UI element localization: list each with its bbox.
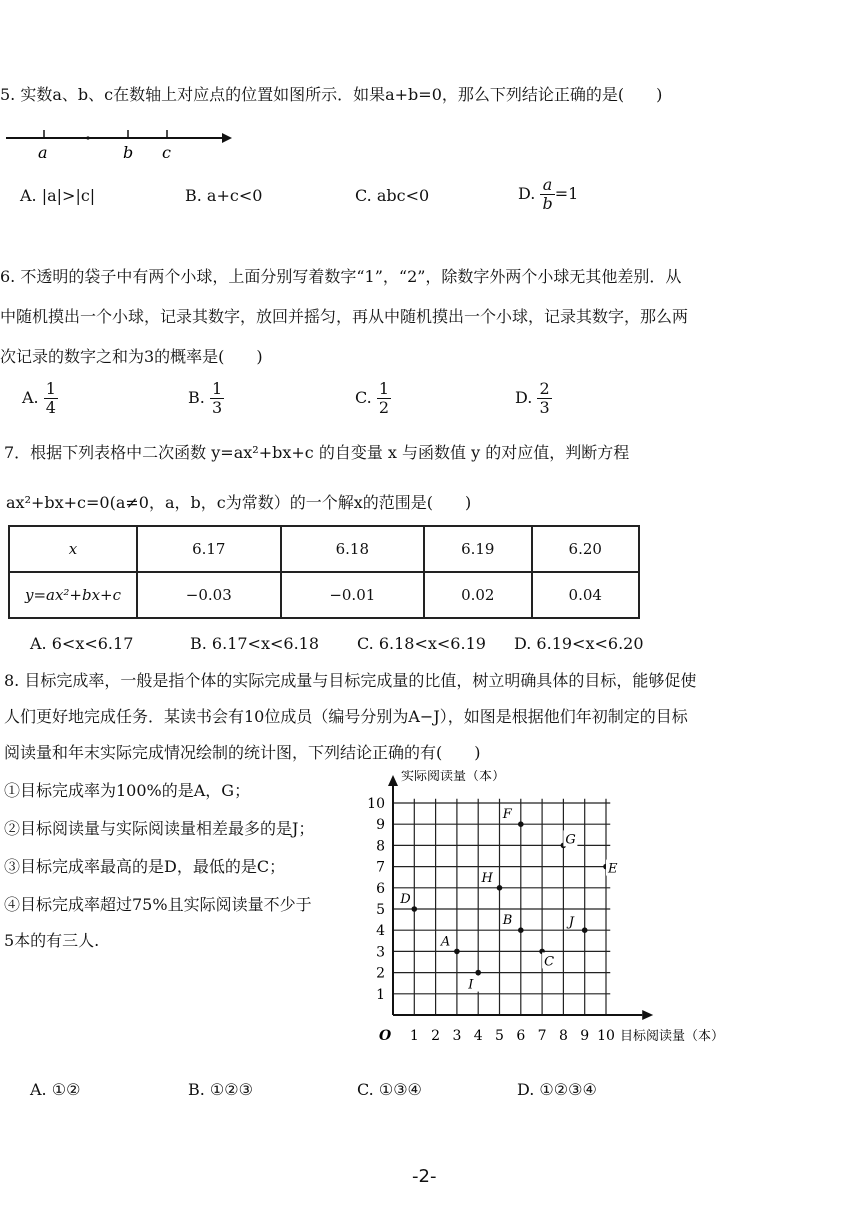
q5-option-b: B. a+c<0 xyxy=(185,186,263,205)
x-tick-label: 9 xyxy=(580,1028,590,1044)
y-tick-label: 1 xyxy=(376,986,385,1003)
q8-line3: 阅读量和年末实际完成情况绘制的统计图，下列结论正确的有( ) xyxy=(4,743,481,762)
point-label-h: H xyxy=(481,870,493,886)
q7-line2: ax²+bx+c=0(a≠0，a，b，c为常数）的一个解x的范围是( ) xyxy=(6,493,472,512)
chart-axes xyxy=(379,770,724,1044)
data-point-h xyxy=(497,885,503,891)
page-number: -2- xyxy=(412,1166,437,1187)
q6-option-c: C. $\frac{1}{2}$ xyxy=(355,379,390,417)
q8-statement-1: ①目标完成率为100%的是A，G； xyxy=(4,781,251,800)
q7-value-table xyxy=(8,525,640,619)
data-point-b xyxy=(518,927,524,933)
q5-option-d-label: D. xyxy=(518,184,536,203)
point-label-d: D xyxy=(400,892,411,907)
origin-label: O xyxy=(379,1028,392,1044)
y-tick-label: 10 xyxy=(367,796,385,812)
y-tick-label: 2 xyxy=(376,965,385,982)
q8-option-b: B. ①②③ xyxy=(188,1080,253,1099)
q6-line2: 中随机摸出一个小球，记录其数字，放回并摇匀，再从中随机摸出一个小球，记录其数字，那么两 xyxy=(0,307,689,326)
table-cell: 0.02 xyxy=(424,572,531,618)
data-point-i xyxy=(475,970,481,976)
chart-points xyxy=(398,805,620,992)
x-axis-arrow xyxy=(642,1010,653,1020)
point-label-e: E xyxy=(608,861,618,877)
y-tick-label: 8 xyxy=(376,838,385,855)
data-point-f xyxy=(518,821,524,827)
axis-label-a: a xyxy=(38,143,48,162)
q6-option-b: B. $\frac{1}{3}$ xyxy=(188,379,223,417)
point-label-i: I xyxy=(468,977,474,993)
data-point-d xyxy=(412,906,418,912)
axis-label-c: c xyxy=(162,143,171,162)
y-tick-label: 4 xyxy=(376,923,385,940)
table-cell: x xyxy=(9,526,137,572)
q7-option-d: D. 6.19<x<6.20 xyxy=(514,634,644,653)
point-label-b: B xyxy=(502,913,513,929)
x-tick-label: 7 xyxy=(537,1028,547,1044)
q8-option-a: A. ①② xyxy=(30,1080,81,1099)
x-tick-label: 10 xyxy=(597,1028,615,1044)
q7-line1: 7．根据下列表格中二次函数 y=ax²+bx+c 的自变量 x 与函数值 y 的对应值，判断方程 xyxy=(4,443,630,462)
y-tick-label: 3 xyxy=(376,944,385,961)
q7-option-a: A. 6<x<6.17 xyxy=(30,634,134,653)
point-label-g: G xyxy=(565,832,576,848)
q8-option-d: D. ①②③④ xyxy=(517,1080,597,1099)
q5-stem: 5. 实数a、b、c在数轴上对应点的位置如图所示．如果a+b=0，那么下列结论正确的是( ) xyxy=(0,85,663,104)
table-cell: 6.19 xyxy=(424,526,531,572)
q8-line1: 8. 目标完成率，一般是指个体的实际完成量与目标完成量的比值，树立明确具体的目标，能够促使 xyxy=(4,671,697,690)
q7-option-b: B. 6.17<x<6.18 xyxy=(190,634,320,653)
y-tick-label: 6 xyxy=(376,880,385,897)
q8-statement-3: ③目标完成率最高的是D，最低的是C； xyxy=(4,857,286,876)
data-point-a xyxy=(454,949,460,955)
x-tick-label: 1 xyxy=(409,1028,419,1044)
q8-line2: 人们更好地完成任务．某读书会有10位成员（编号分别为A−J），如图是根据他们年初制定的目标 xyxy=(4,707,688,726)
table-cell: y=ax²+bx+c xyxy=(9,572,137,618)
q6-option-a: A. $\frac{1}{4}$ xyxy=(22,379,56,417)
x-tick-label: 2 xyxy=(431,1028,441,1044)
reading-scatter-chart xyxy=(360,770,760,1050)
table-row xyxy=(9,526,639,572)
x-tick-label: 5 xyxy=(495,1028,504,1044)
q8-statement-2: ②目标阅读量与实际阅读量相差最多的是J； xyxy=(4,819,315,838)
q5-number-line xyxy=(0,126,240,166)
q8-statement-4: ④目标完成率超过75%且实际阅读量不少于 xyxy=(4,895,312,914)
q5-option-d xyxy=(518,176,578,213)
q5-option-a: A. |a|>|c| xyxy=(20,186,96,205)
table-row xyxy=(9,572,639,618)
point-label-c: C xyxy=(544,954,555,970)
y-axis-arrow xyxy=(388,775,398,786)
point-label-a: A xyxy=(440,934,451,950)
q8-statement-5: 5本的有三人. xyxy=(4,931,100,950)
chart-grid xyxy=(393,799,610,1015)
table-cell: 0.04 xyxy=(532,572,639,618)
q5-option-d-fraction: $\frac{a}{b}$ xyxy=(542,175,553,213)
y-axis-label: 实际阅读量（本） xyxy=(401,770,506,785)
y-tick-label: 7 xyxy=(376,859,385,876)
q6-line1: 6. 不透明的袋子中有两个小球，上面分别写着数字“1”，“2”，除数字外两个小球无其他差别．从 xyxy=(0,267,682,286)
point-label-j: J xyxy=(568,915,574,931)
q8-option-c: C. ①③④ xyxy=(357,1080,422,1099)
q5-option-c: C. abc<0 xyxy=(355,186,430,205)
table-cell: 6.17 xyxy=(137,526,281,572)
x-axis-label: 目标阅读量（本） xyxy=(620,1029,725,1044)
y-tick-label: 9 xyxy=(376,817,385,834)
q6-line3: 次记录的数字之和为3的概率是( ) xyxy=(0,347,263,366)
x-tick-label: 3 xyxy=(452,1028,462,1044)
point-label-f: F xyxy=(502,807,512,823)
x-tick-label: 4 xyxy=(473,1028,483,1044)
x-tick-label: 6 xyxy=(516,1028,526,1044)
q6-option-d: D. $\frac{2}{3}$ xyxy=(515,379,550,417)
table-cell: 6.18 xyxy=(281,526,425,572)
table-cell: −0.01 xyxy=(281,572,425,618)
table-cell: −0.03 xyxy=(137,572,281,618)
table-cell: 6.20 xyxy=(532,526,639,572)
x-tick-label: 8 xyxy=(558,1028,568,1044)
y-tick-label: 5 xyxy=(376,902,385,918)
q7-option-c: C. 6.18<x<6.19 xyxy=(357,634,486,653)
q5-option-d-rhs: =1 xyxy=(554,184,579,203)
axis-label-b: b xyxy=(123,143,134,162)
data-point-j xyxy=(582,927,588,933)
